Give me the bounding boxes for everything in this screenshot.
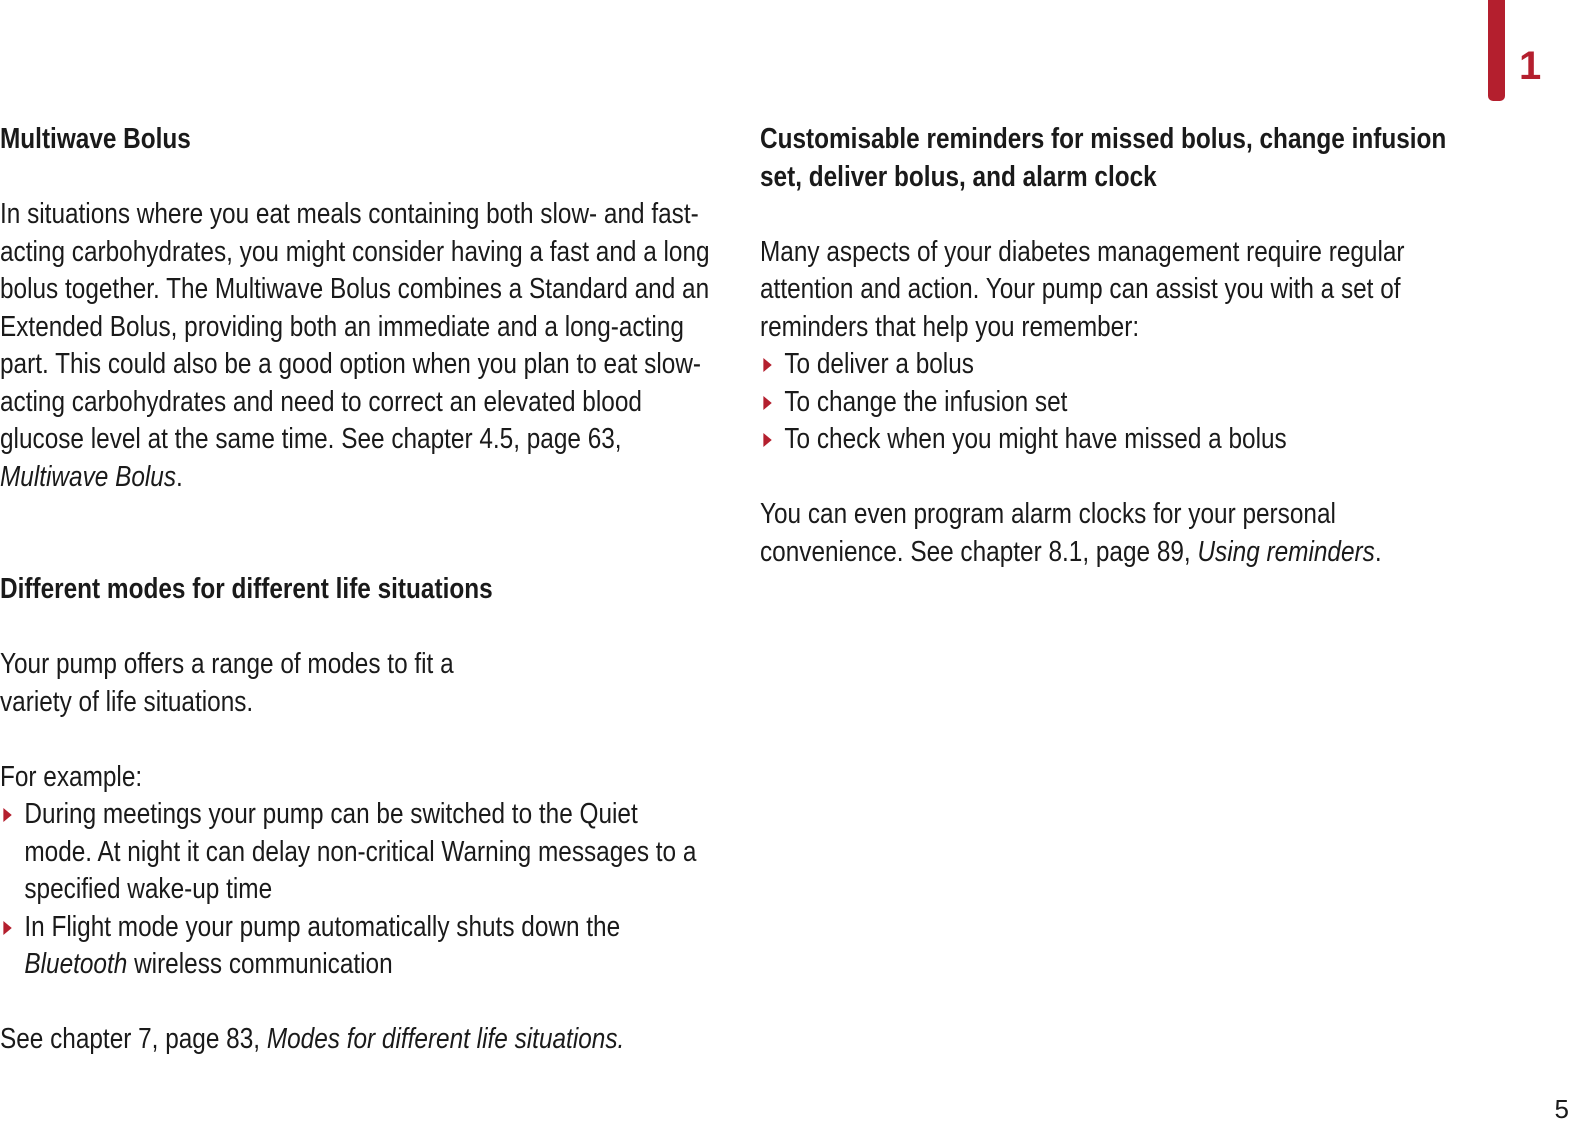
right-column [760, 121, 1460, 571]
multiwave-heading: Multiwave Bolus [0, 123, 191, 155]
list-item: To deliver a bolus [760, 346, 1460, 384]
reminders-intro: Many aspects of your diabetes management require regular attention and action. Your pump can assist you with a set of reminders that help you remember: [760, 235, 1405, 343]
modes-bullet-list [0, 796, 712, 984]
modes-see-reference: See chapter 7, page 83, Modes for different life situations. [0, 1023, 625, 1055]
multiwave-link[interactable]: Multiwave Bolus [0, 460, 177, 493]
list-item: To check when you might have missed a bolus [760, 421, 1460, 459]
bullet-arrow-icon [3, 808, 11, 822]
reminders-bullet-list [760, 346, 1460, 459]
multiwave-body: In situations where you eat meals containing both slow- and fast-acting carbohydrates, you might consider having a fast and a long bolus together. The Multiwave Bolus combines a Standard and an Extended Bolus, providing both an immediate and a long-acting part. This could also be a good option when you plan to eat slow-acting carbohydrates and need to correct an elevated blood glucose level at the same time. See chapter 4.5, page 63, Multiwave Bolus. [0, 198, 710, 493]
bullet-arrow-icon [763, 433, 771, 447]
modes-heading: Different modes for different life situations [0, 573, 493, 605]
list-item: In Flight mode your pump automatically shuts down the Bluetooth wireless communication [0, 909, 712, 984]
list-item: During meetings your pump can be switched to the Quiet mode. At night it can delay non-critical Warning messages to a specified wake-up time [0, 796, 712, 909]
bullet-arrow-icon [763, 396, 771, 410]
list-item: To change the infusion set [760, 384, 1460, 422]
chapter-number: 1 [1519, 44, 1542, 88]
chapter-tab-marker [1488, 0, 1505, 101]
reminders-heading: Customisable reminders for missed bolus, change infusion set, deliver bolus, and alarm clock [760, 123, 1447, 193]
bullet-arrow-icon [3, 921, 11, 935]
reminders-link[interactable]: Using reminders [1197, 535, 1375, 568]
reminders-outro: You can even program alarm clocks for your personal convenience. See chapter 8.1, page 89, Using reminders. [760, 498, 1382, 568]
for-example-label: For example: [0, 760, 143, 793]
modes-link[interactable]: Modes for different life situations. [266, 1023, 625, 1055]
page-number: 5 [1554, 1094, 1569, 1124]
left-column [0, 121, 712, 1059]
bullet-arrow-icon [763, 358, 771, 372]
modes-intro: Your pump offers a range of modes to fit a variety of life situations. [0, 648, 454, 718]
